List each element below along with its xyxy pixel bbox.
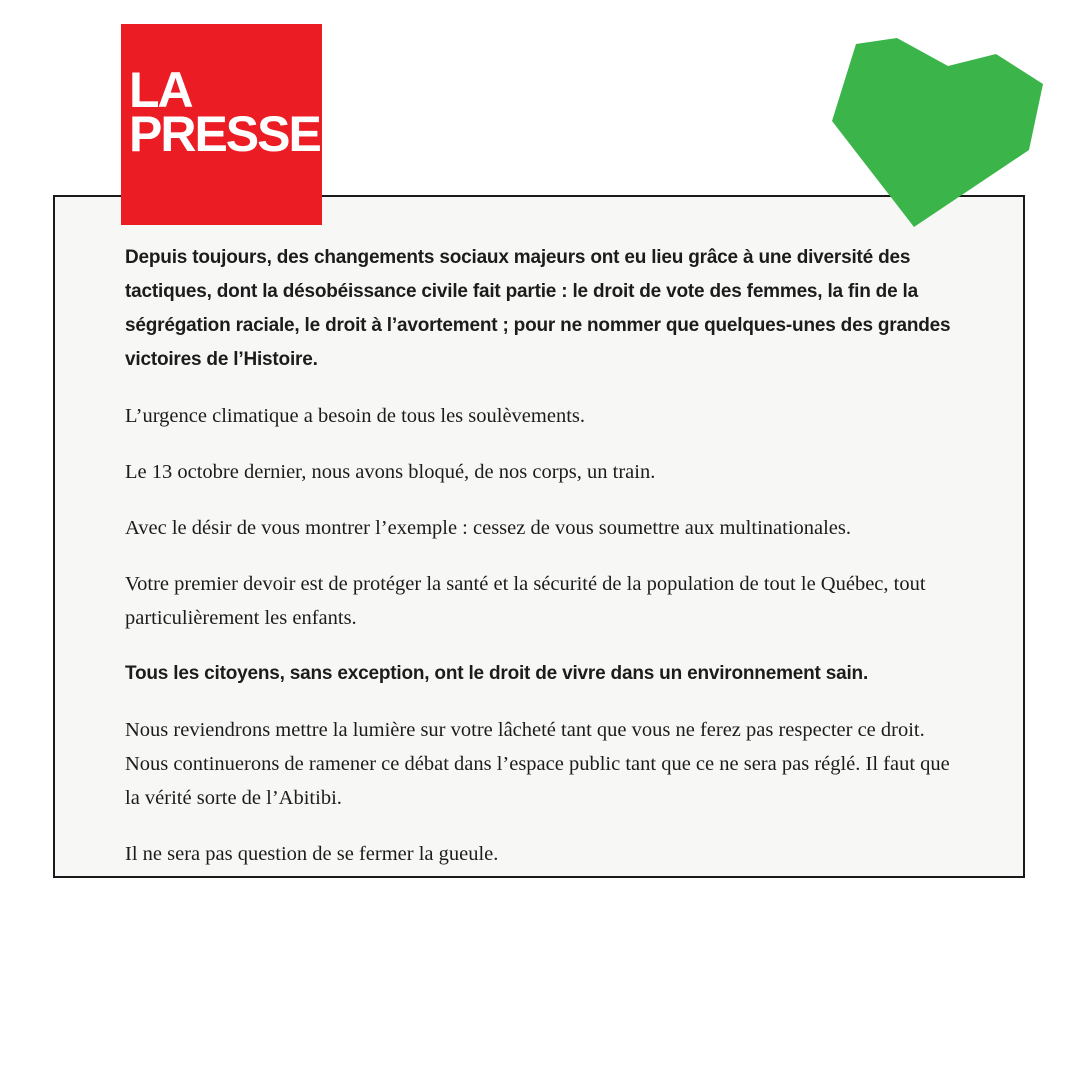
paragraph-train: Le 13 octobre dernier, nous avons bloqué, de nos corps, un train.: [125, 461, 656, 483]
heart-shape: [832, 38, 1043, 227]
logo-line-1: LA: [129, 62, 192, 118]
paragraph-devoir: Votre premier devoir est de protéger la santé et la sécurité de la population de tout le Québec, tout particulièrement les enfants.: [125, 573, 926, 629]
green-heart-icon: [820, 30, 1060, 240]
paragraph-conclusion: Il ne sera pas question de se fermer la gueule.: [125, 843, 499, 865]
paragraph-urgence: L’urgence climatique a besoin de tous les soulèvements.: [125, 405, 585, 427]
article-body: [53, 195, 1025, 878]
paragraph-lachete: Nous reviendrons mettre la lumière sur votre lâcheté tant que vous ne ferez pas respecter ce droit. Nous continuerons de ramener ce débat dans l’espace public tant que ce ne sera pas réglé. Il faut que la vérité sorte de l’Abitibi.: [125, 719, 950, 809]
lead-paragraph: Depuis toujours, des changements sociaux majeurs ont eu lieu grâce à une diversité des tactiques, dont la désobéissance civile fait partie : le droit de vote des femmes, la fin de la ségrégation raciale, le droit à l’avortement ; pour ne nommer que quelques-unes des grandes victoires de l’Histoire.: [125, 247, 951, 370]
logo-line-2: PRESSE: [129, 106, 320, 162]
paragraph-exemple: Avec le désir de vous montrer l’exemple : cessez de vous soumettre aux multinationales.: [125, 517, 852, 539]
la-presse-logo: [121, 24, 322, 225]
paragraph-droit-environnement: Tous les citoyens, sans exception, ont le droit de vivre dans un environnement sain.: [125, 663, 869, 684]
